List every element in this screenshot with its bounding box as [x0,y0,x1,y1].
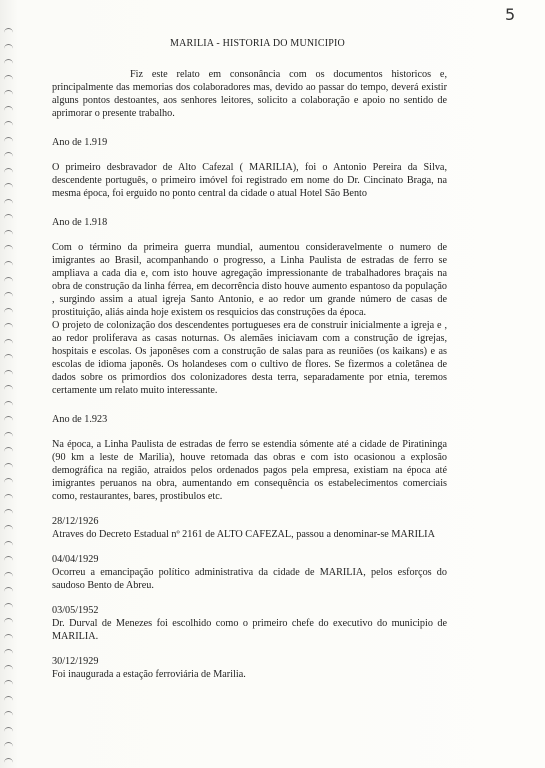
section-heading: Ano de 1.923 [52,414,108,425]
section-paragraph: Com o término da primeira guerra mundial, aumentou consideravelmente o numero de imigrantes ao Brasil, acompanhando o progresso, a Linha Paulista de estradas de ferro se ampliava a cada dia e, com isto houve agregação impressionante de trabalhadores braçais na obra de construção da linha férrea, em decorrência disto houve aumento espantoso da população , surgindo assim a atual igreja Santo Antonio, e ao redor um grande número de casas de prostituição, aliás ainda hoje existem os resquicios das construções da época. [52,242,447,318]
section-paragraph: Na época, a Linha Paulista de estradas de ferro se estendia sómente até a cidade de Piratininga (90 km a leste de Marilia), houve retomada das obras e com isto ocasionou a explosão demográfica na região, atraidos pelos ordenados pagos pela empresa, existiam na época até imigrantes peruanos na obra, aumentando em consequência os estabelecimentos comerciais como, restaurantes, bares, prostibulos etc. [52,439,447,502]
page-number: 5 [505,5,516,24]
event-text: Dr. Durval de Menezes foi escolhido como o primeiro chefe do executivo do municipio de MARILIA. [52,618,447,642]
event-date: 28/12/1926 [52,516,99,527]
event-date: 04/04/1929 [52,554,99,565]
section-paragraph: O projeto de colonização dos descendentes portugueses era de construir inicialmente a igreja e , ao redor proliferava as casas noturnas. Os alemães iniciavam com a construção de igrejas, hospitais e escolas. Os japonêses com a construção de salas para as reuniões (os kaikans) e as escolas de idioma japonês. Os holandeses com o cultivo de flores. Se fizermos a coletânea de dados sobre os primordios dos colonizadores desta terra, separadamente por etnia, teremos certamente um relato muito interessante. [52,320,447,396]
binder-margin-marks [4,28,16,763]
section-paragraph: O primeiro desbravador de Alto Cafezal ( MARILIA), foi o Antonio Pereira da Silva, descendente português, o primeiro imóvel foi registrado em nome do Dr. Cincinato Braga, na mesma época, foi erguido no ponto central da cidade o atual Hotel São Bento [52,162,447,199]
section-heading: Ano de 1.918 [52,217,108,228]
document-title: MARILIA - HISTORIA DO MUNICIPIO [170,38,345,49]
intro-paragraph: Fiz este relato em consonância com os documentos historicos e, principalmente das memorias dos colaboradores mas, devido ao passar do tempo, deverá existir alguns pontos destoantes, aos senhores leitores, solicito a colaboração e apoio no sentido de aprimorar o presente trabalho. [52,69,447,119]
event-date: 30/12/1929 [52,656,99,667]
event-text: Ocorreu a emancipação político administrativa da cidade de MARILIA, pelos esforços do saudoso Bento de Abreu. [52,567,447,591]
event-date: 03/05/1952 [52,605,99,616]
event-text: Foi inaugurada a estação ferroviária de Marilia. [52,669,246,680]
section-heading: Ano de 1.919 [52,137,108,148]
event-text: Atraves do Decreto Estadual nº 2161 de ALTO CAFEZAL, passou a denominar-se MARILIA [52,529,435,540]
document-body [52,37,447,681]
